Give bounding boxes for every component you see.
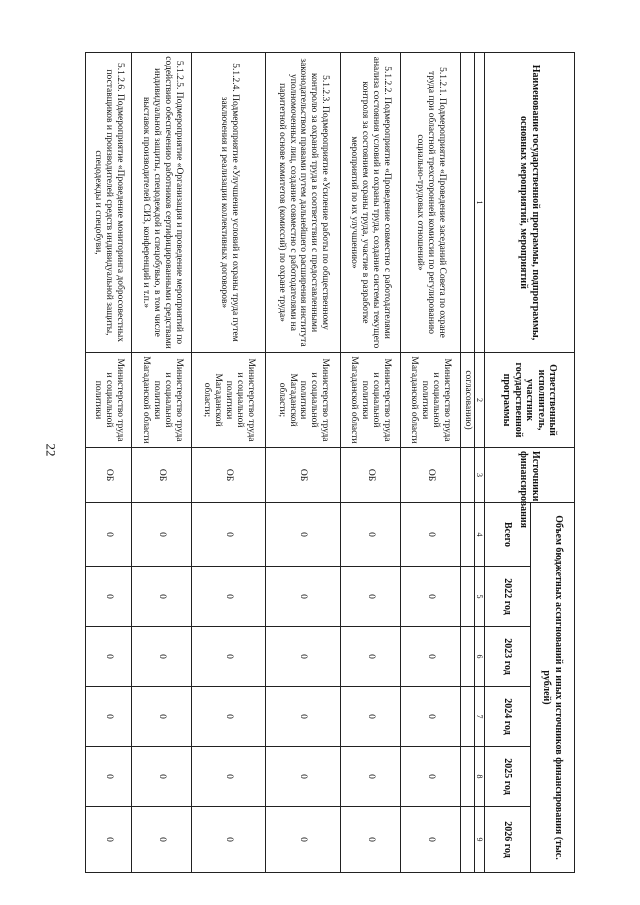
row-value-2026: 0: [340, 807, 400, 873]
column-number: 7: [474, 687, 484, 747]
row-value-total: 0: [86, 503, 132, 567]
row-value-2023: 0: [340, 627, 400, 687]
row-value-2025: 0: [132, 747, 192, 807]
table-row: [340, 53, 400, 873]
row-source: ОБ: [266, 448, 340, 503]
row-value-2025: 0: [400, 747, 460, 807]
row-value-total: 0: [266, 503, 340, 567]
page-number: 22: [43, 443, 59, 457]
header-executor: Ответственный исполнитель, участник государственной программы: [485, 353, 575, 448]
row-value-2026: 0: [132, 807, 192, 873]
row-executor: Министерство труда и социальной политики Магаданской области: [400, 353, 460, 448]
funding-table: [85, 52, 575, 873]
column-number: 6: [474, 627, 484, 687]
row-value-2023: 0: [266, 627, 340, 687]
row-value-2026: 0: [400, 807, 460, 873]
row-name: 5.1.2.1. Подмероприятие «Проведение заседаний Совета по охране труда при областной трехсторонней комиссии по регулированию социально-трудовых отношений»: [400, 53, 460, 353]
row-value-2025: 0: [192, 747, 266, 807]
header-year-2024: 2024 год: [485, 687, 531, 747]
header-year-2026: 2026 год: [485, 807, 531, 873]
row-value-2025: 0: [86, 747, 132, 807]
column-number: 1: [474, 53, 484, 353]
header-funding: Объем бюджетных ассигнований и иных источников финансирования (тыс. рублей): [531, 503, 575, 873]
row-value-2023: 0: [400, 627, 460, 687]
row-source: ОБ: [86, 448, 132, 503]
column-number: 4: [474, 503, 484, 567]
row-executor: Министерство труда и социальной политики Магаданской области;: [266, 353, 340, 448]
row-value-2022: 0: [400, 567, 460, 627]
row-value-2026: 0: [86, 807, 132, 873]
header-year-2023: 2023 год: [485, 627, 531, 687]
row-executor: Министерство труда и социальной политики: [86, 353, 132, 448]
row-value-2024: 0: [266, 687, 340, 747]
row-value-2025: 0: [340, 747, 400, 807]
row-value-2023: 0: [132, 627, 192, 687]
row-name: 5.1.2.2. Подмероприятие «Проведение совместно с работодателями анализа состояния условий и охраны труда, создание системы текущего контроля за состоянием охраны труда, участие в разработке мероприятий по их улучшению»: [340, 53, 400, 353]
column-number: 5: [474, 567, 484, 627]
row-value-total: 0: [192, 503, 266, 567]
row-source: ОБ: [340, 448, 400, 503]
row-value-2022: 0: [86, 567, 132, 627]
row-value-2025: 0: [266, 747, 340, 807]
column-number: 2: [474, 353, 484, 448]
header-year-total: Всего: [485, 503, 531, 567]
continuation-executor: согласованию): [460, 353, 474, 448]
row-value-total: 0: [132, 503, 192, 567]
row-source: ОБ: [192, 448, 266, 503]
table-row: [132, 53, 192, 873]
column-number: 9: [474, 807, 484, 873]
row-name: 5.1.2.6. Подмероприятие «Проведение мониторинга добросовестных поставщиков и производителей средств индивидуальной защиты, спецодежды и спецобуви,: [86, 53, 132, 353]
row-value-2022: 0: [192, 567, 266, 627]
header-year-2025: 2025 год: [485, 747, 531, 807]
row-name: 5.1.2.4. Подмероприятие «Улучшение условий и охраны труда путем заключения и реализации коллективных договоров»: [192, 53, 266, 353]
table-row: [400, 53, 460, 873]
row-value-2022: 0: [340, 567, 400, 627]
row-value-2022: 0: [132, 567, 192, 627]
header-year-2022: 2022 год: [485, 567, 531, 627]
row-value-2024: 0: [86, 687, 132, 747]
row-value-2024: 0: [192, 687, 266, 747]
row-value-2024: 0: [340, 687, 400, 747]
row-value-2024: 0: [400, 687, 460, 747]
table-row: [192, 53, 266, 873]
row-executor: Министерство труда и социальной политики Магаданской области: [132, 353, 192, 448]
continuation-row: [460, 53, 474, 873]
row-value-2023: 0: [192, 627, 266, 687]
row-value-total: 0: [400, 503, 460, 567]
row-value-2023: 0: [86, 627, 132, 687]
row-value-2026: 0: [266, 807, 340, 873]
row-name: 5.1.2.3. Подмероприятие «Усиление работы по общественному контролю за охраной труда в соответствии с предоставленными законодательством правами путем дальнейшего расширения института уполномоченных лиц, создание совместно с работодателями на паритетной основе комитетов (комиссий) по охране труда»: [266, 53, 340, 353]
table-row: [266, 53, 340, 873]
row-value-2022: 0: [266, 567, 340, 627]
column-number: 8: [474, 747, 484, 807]
header-source: Источники финансирования: [485, 448, 575, 503]
row-source: ОБ: [132, 448, 192, 503]
column-number-row: [474, 53, 484, 873]
row-executor: Министерство труда и социальной политики Магаданской области: [340, 353, 400, 448]
table-row: [86, 53, 132, 873]
row-value-2024: 0: [132, 687, 192, 747]
row-executor: Министерство труда и социальной политики Магаданской области;: [192, 353, 266, 448]
column-number: 3: [474, 448, 484, 503]
rotated-table-wrapper: [85, 52, 575, 872]
continuation-name: [460, 53, 474, 353]
header-name: Наименование государственной программы, подпрограммы, основных мероприятий, мероприятий: [485, 53, 575, 353]
row-source: ОБ: [400, 448, 460, 503]
row-value-2026: 0: [192, 807, 266, 873]
row-value-total: 0: [340, 503, 400, 567]
row-name: 5.1.2.5. Подмероприятие «Организация и проведение мероприятий по содействию обеспечению работников сертифицированными средствами индивидуальной защиты, спецодеждой и спецобувью, в том числе выставок производителей СИЗ, конференций и т.п.»: [132, 53, 192, 353]
